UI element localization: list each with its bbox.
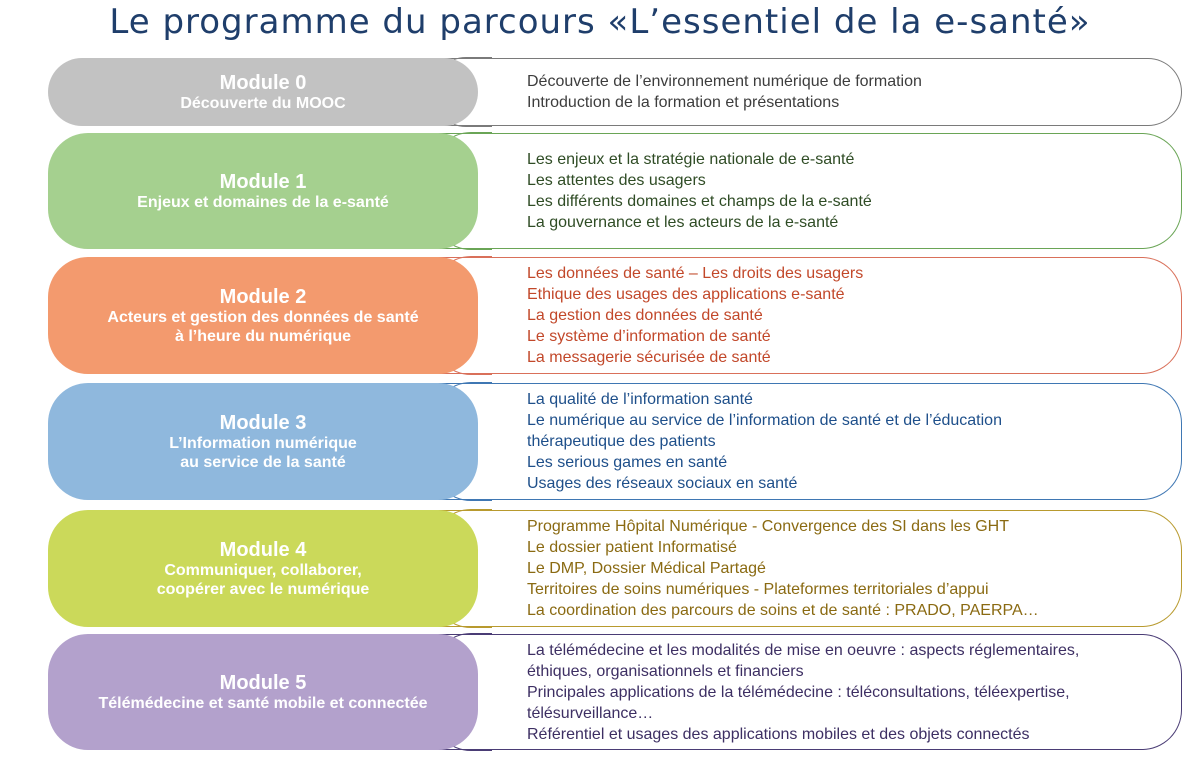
module-topic-line: La qualité de l’information santé xyxy=(527,391,753,408)
module-pill xyxy=(48,634,478,750)
module-topic-line: Le numérique au service de l’information de santé et de l’éducation xyxy=(527,412,1002,429)
module-topics xyxy=(527,634,1152,750)
module-subtitle: au service de la santé xyxy=(180,453,346,471)
module-subtitle: Découverte du MOOC xyxy=(180,94,346,112)
module-topic-line: Introduction de la formation et présentations xyxy=(527,94,840,111)
module-subtitle: à l’heure du numérique xyxy=(174,327,352,345)
module-topic-line: La messagerie sécurisée de santé xyxy=(527,349,771,366)
module-topic-line: Ethique des usages des applications e-santé xyxy=(527,286,845,303)
module-pill xyxy=(48,383,478,500)
module-subtitle: Enjeux et domaines de la e-santé xyxy=(137,193,389,211)
module-topic-line: Les données de santé – Les droits des usagers xyxy=(527,265,864,282)
module-title: Module 4 xyxy=(219,538,307,561)
module-topic-line: Les enjeux et la stratégie nationale de e-santé xyxy=(527,151,855,168)
module-title: Module 5 xyxy=(219,671,307,694)
module-row-1 xyxy=(48,133,1182,249)
module-row-2 xyxy=(48,257,1182,374)
module-subtitle: Communiquer, collaborer, xyxy=(164,561,362,579)
module-subtitle: Acteurs et gestion des données de santé xyxy=(107,308,419,326)
module-topics xyxy=(527,257,1152,374)
module-row-3 xyxy=(48,383,1182,500)
module-pill xyxy=(48,510,478,627)
module-topic-line: Les serious games en santé xyxy=(527,454,728,471)
module-row-0 xyxy=(48,58,1182,126)
module-topic-line: éthiques, organisationnels et financiers xyxy=(527,662,804,680)
module-topic-line: thérapeutique des patients xyxy=(527,433,716,450)
module-topic-line: Découverte de l’environnement numérique de formation xyxy=(527,73,922,90)
module-topic-line: Le système d’information de santé xyxy=(527,328,771,345)
module-title: Module 2 xyxy=(219,285,307,308)
module-topic-line: La coordination des parcours de soins et de santé : PRADO, PAERPA… xyxy=(527,602,1039,619)
module-topic-line: La gestion des données de santé xyxy=(527,307,763,324)
module-pill xyxy=(48,133,478,249)
module-topics xyxy=(527,510,1152,627)
module-topics xyxy=(527,383,1152,500)
module-topic-line: La télémédecine et les modalités de mise en oeuvre : aspects réglementaires, xyxy=(527,641,1080,659)
module-topic-line: Le dossier patient Informatisé xyxy=(527,539,737,556)
module-topic-line: Territoires de soins numériques - Plateformes territoriales d’appui xyxy=(527,581,989,598)
module-title: Module 3 xyxy=(219,411,307,434)
module-row-4 xyxy=(48,510,1182,627)
module-topic-line: Programme Hôpital Numérique - Convergence des SI dans les GHT xyxy=(527,518,1009,535)
module-topic-line: Référentiel et usages des applications mobiles et des objets connectés xyxy=(527,725,1030,743)
module-topic-line: Les différents domaines et champs de la e-santé xyxy=(527,193,872,210)
module-topic-line: La gouvernance et les acteurs de la e-santé xyxy=(527,214,839,231)
module-topic-line: Usages des réseaux sociaux en santé xyxy=(527,475,798,492)
module-title: Module 1 xyxy=(219,170,307,193)
module-topic-line: Les attentes des usagers xyxy=(527,172,706,189)
module-topic-line: Principales applications de la télémédecine : téléconsultations, téléexpertise, xyxy=(527,683,1070,701)
module-pill xyxy=(48,58,478,126)
module-topics xyxy=(527,133,1152,249)
module-topic-line: télésurveillance… xyxy=(527,704,654,722)
module-topics xyxy=(527,58,1152,126)
module-row-5 xyxy=(48,634,1182,750)
module-subtitle: L’Information numérique xyxy=(169,434,357,452)
module-title: Module 0 xyxy=(219,71,307,94)
module-pill xyxy=(48,257,478,374)
module-topic-line: Le DMP, Dossier Médical Partagé xyxy=(527,560,766,577)
module-subtitle: Télémédecine et santé mobile et connectée xyxy=(98,694,428,712)
page-title: Le programme du parcours «L’essentiel de la e-santé» xyxy=(109,2,1091,42)
module-subtitle: coopérer avec le numérique xyxy=(156,580,370,598)
